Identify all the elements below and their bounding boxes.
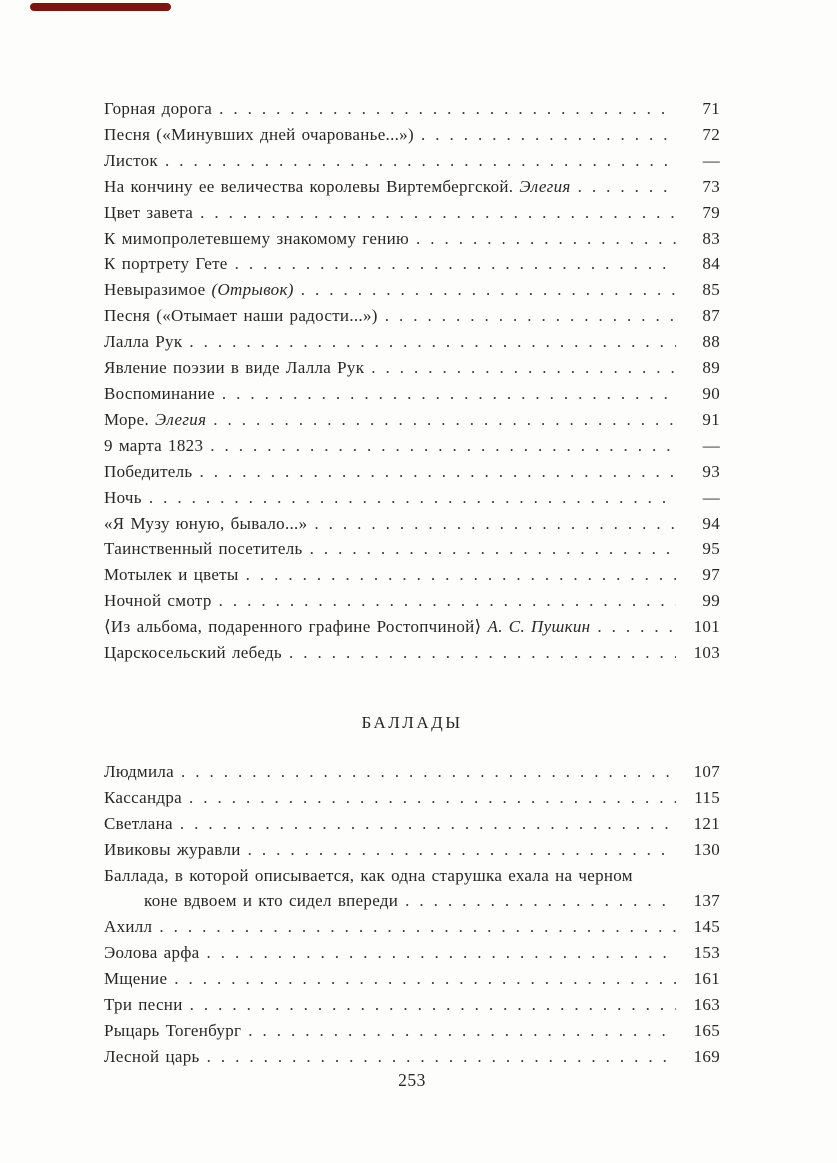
toc-entry-line bbox=[104, 226, 720, 252]
toc-entry-title bbox=[104, 174, 571, 200]
toc-entry-page: 89 bbox=[702, 358, 720, 378]
toc-entry-title bbox=[104, 966, 167, 992]
toc-entry-line-1 bbox=[104, 863, 720, 889]
dot-leader bbox=[416, 226, 676, 252]
toc-entry-page: 101 bbox=[693, 617, 720, 637]
toc-entry bbox=[104, 122, 720, 148]
toc-entry bbox=[104, 459, 720, 485]
toc-title-segment: 9 марта 1823 bbox=[104, 435, 204, 455]
toc-entry bbox=[104, 381, 720, 407]
dot-leader bbox=[213, 407, 676, 433]
toc-entry-line bbox=[104, 459, 720, 485]
toc-entry bbox=[104, 303, 720, 329]
toc-entry-line bbox=[104, 614, 720, 640]
dot-leader bbox=[405, 888, 676, 914]
toc-entry bbox=[104, 200, 720, 226]
toc-entry-line bbox=[104, 433, 720, 459]
toc-entry-page: — bbox=[702, 435, 720, 455]
toc-entry-title bbox=[104, 381, 215, 407]
toc-entry-line bbox=[104, 485, 720, 511]
toc-entry-page: 103 bbox=[693, 643, 720, 663]
toc-entry-page: 169 bbox=[693, 1046, 720, 1066]
toc-title-italic-segment: (Отрывок) bbox=[211, 280, 294, 300]
toc-entry-line bbox=[104, 329, 720, 355]
toc-entry-line bbox=[104, 407, 720, 433]
toc-entry-line bbox=[104, 96, 720, 122]
toc-entry-line bbox=[104, 914, 720, 940]
toc-entry-title bbox=[104, 511, 307, 537]
dot-leader bbox=[207, 1044, 676, 1070]
dot-leader bbox=[385, 303, 676, 329]
toc-title-italic-segment: А. С. Пушкин bbox=[487, 617, 591, 637]
toc-entry-title-continued: коне вдвоем и кто сидел впереди bbox=[144, 891, 399, 911]
toc-entry bbox=[104, 407, 720, 433]
toc-entry-line-2 bbox=[104, 888, 720, 914]
toc-entry bbox=[104, 1018, 720, 1044]
toc-title-segment: Ахилл bbox=[104, 917, 153, 937]
toc-entry bbox=[104, 940, 720, 966]
toc-entry bbox=[104, 511, 720, 537]
toc-entry-line bbox=[104, 303, 720, 329]
dot-leader bbox=[159, 914, 676, 940]
toc-entry-line bbox=[104, 811, 720, 837]
dot-leader bbox=[597, 614, 676, 640]
toc-title-segment: Мщение bbox=[104, 969, 168, 989]
dot-leader bbox=[248, 837, 676, 863]
toc-entry-title bbox=[104, 96, 212, 122]
toc-title-italic-segment: Элегия bbox=[155, 409, 207, 429]
toc-entry-page: 97 bbox=[702, 565, 720, 585]
toc-title-segment: К мимопролетевшему знакомому гению bbox=[104, 228, 410, 248]
dot-leader bbox=[189, 785, 676, 811]
toc-entry-title bbox=[104, 940, 200, 966]
toc-entry-page: 72 bbox=[702, 124, 720, 144]
toc-entry-title bbox=[104, 459, 192, 485]
toc-entry-page: 145 bbox=[693, 917, 720, 937]
toc-entry-line bbox=[104, 837, 720, 863]
toc-entry-line bbox=[104, 200, 720, 226]
dot-leader bbox=[190, 992, 676, 1018]
toc-entry-page: 85 bbox=[702, 280, 720, 300]
toc-entry-title bbox=[104, 122, 414, 148]
dot-leader bbox=[165, 148, 676, 174]
toc-title-segment: Победитель bbox=[104, 461, 193, 481]
toc-entry-line bbox=[104, 992, 720, 1018]
toc-title-segment: Ночь bbox=[104, 487, 142, 507]
toc-entry bbox=[104, 148, 720, 174]
toc-title-segment: Таинственный посетитель bbox=[104, 539, 303, 559]
page-number: 253 bbox=[398, 1070, 426, 1090]
dot-leader bbox=[181, 759, 676, 785]
toc-entry-line bbox=[104, 1044, 720, 1070]
toc-entry-title bbox=[104, 1018, 241, 1044]
toc-title-segment: К портрету Гете bbox=[104, 254, 228, 274]
toc-entry-page: 93 bbox=[702, 461, 720, 481]
dot-leader bbox=[189, 329, 676, 355]
section-heading: БАЛЛАДЫ bbox=[361, 712, 463, 732]
toc-entry bbox=[104, 562, 720, 588]
toc-entry-line bbox=[104, 785, 720, 811]
toc-entry-title bbox=[104, 277, 294, 303]
dot-leader bbox=[578, 174, 676, 200]
toc-entry-title bbox=[104, 811, 173, 837]
toc-title-segment: Светлана bbox=[104, 813, 173, 833]
toc-entry-line bbox=[104, 381, 720, 407]
toc-entry-page: 115 bbox=[694, 787, 720, 807]
toc-title-segment: Невыразимое bbox=[104, 280, 212, 300]
toc-title-segment: Море. bbox=[104, 409, 156, 429]
toc-entry bbox=[104, 811, 720, 837]
toc-entry bbox=[104, 785, 720, 811]
toc-entry-title bbox=[104, 614, 590, 640]
toc-entry bbox=[104, 433, 720, 459]
toc-entry-title bbox=[104, 251, 228, 277]
toc-title-segment: Людмила bbox=[104, 761, 175, 781]
toc-entry-page: — bbox=[702, 150, 720, 170]
toc-entry-page: 161 bbox=[693, 969, 720, 989]
toc-title-segment: ⟨Из альбома, подаренного графине Ростопчиной⟩ bbox=[104, 617, 488, 637]
toc-entry-title bbox=[104, 1044, 200, 1070]
toc-title-segment: На кончину ее величества королевы Виртембергской. bbox=[104, 176, 520, 196]
dot-leader bbox=[200, 200, 676, 226]
toc-title-segment: Мотылек и цветы bbox=[104, 565, 239, 585]
toc-entry-page: 79 bbox=[702, 202, 720, 222]
toc-entry-title bbox=[104, 992, 183, 1018]
toc-entry-line bbox=[104, 277, 720, 303]
toc-entry-title bbox=[104, 148, 158, 174]
toc-title-segment: Песня («Минувших дней очарованье...») bbox=[104, 124, 414, 144]
toc-entry bbox=[104, 614, 720, 640]
toc-title-segment: Эолова арфа bbox=[104, 943, 200, 963]
toc-entry-page: 73 bbox=[702, 176, 720, 196]
toc-entry-page: 121 bbox=[693, 813, 720, 833]
toc-entry bbox=[104, 174, 720, 200]
toc-entry-page: 99 bbox=[702, 591, 720, 611]
toc-entry-line bbox=[104, 966, 720, 992]
toc-entry bbox=[104, 992, 720, 1018]
toc-entry-page: 153 bbox=[693, 943, 720, 963]
toc-title-segment: Лесной царь bbox=[104, 1046, 200, 1066]
toc-title-segment: Кассандра bbox=[104, 787, 182, 807]
toc-entry-page: 71 bbox=[702, 99, 720, 118]
dot-leader bbox=[314, 511, 676, 537]
toc-entry-title bbox=[104, 200, 193, 226]
dot-leader bbox=[219, 96, 676, 122]
toc-entry-line bbox=[104, 759, 720, 785]
toc-entry-title bbox=[104, 536, 303, 562]
toc-entry bbox=[104, 1044, 720, 1070]
toc-title-segment: Ивиковы журавли bbox=[104, 839, 241, 859]
toc-entry-page: 91 bbox=[702, 409, 720, 429]
toc-entry bbox=[104, 837, 720, 863]
toc-entry-title bbox=[104, 640, 282, 666]
toc-entry-title bbox=[104, 355, 364, 381]
toc-title-segment: Три песни bbox=[104, 995, 183, 1015]
toc-title-segment: Царскосельский лебедь bbox=[104, 643, 282, 663]
toc-entry-page: 88 bbox=[702, 332, 720, 352]
dot-leader bbox=[219, 588, 676, 614]
toc-entry-page: 95 bbox=[702, 539, 720, 559]
toc-entry bbox=[104, 355, 720, 381]
toc-title-segment: Рыцарь Тогенбург bbox=[104, 1021, 242, 1040]
toc-entry-page: 84 bbox=[702, 254, 720, 274]
dot-leader bbox=[248, 1018, 676, 1044]
dot-leader bbox=[149, 485, 676, 511]
toc-title-segment: «Я Музу юную, бывало...» bbox=[104, 513, 308, 533]
dot-leader bbox=[235, 251, 676, 277]
dot-leader bbox=[371, 355, 676, 381]
toc-entry bbox=[104, 536, 720, 562]
toc-entry-line bbox=[104, 174, 720, 200]
toc-entry-title bbox=[104, 785, 182, 811]
toc-entry-title bbox=[104, 407, 206, 433]
dot-leader bbox=[289, 640, 676, 666]
toc-title-segment: Горная дорога bbox=[104, 99, 213, 118]
toc-title-segment: Песня («Отымает наши радости...») bbox=[104, 306, 378, 326]
toc-title-segment: Листок bbox=[104, 150, 158, 170]
toc-entry-title bbox=[104, 588, 212, 614]
toc-entry-title bbox=[104, 303, 378, 329]
toc-entry-title bbox=[104, 226, 409, 252]
toc-entry bbox=[104, 96, 720, 122]
toc-entry bbox=[104, 251, 720, 277]
toc-title-segment: Ночной смотр bbox=[104, 591, 212, 611]
toc-title-segment: Воспоминание bbox=[104, 383, 215, 403]
toc-entry-line bbox=[104, 148, 720, 174]
toc-title-segment: Лалла Рук bbox=[104, 332, 183, 352]
toc-entry bbox=[104, 759, 720, 785]
dot-leader bbox=[180, 811, 676, 837]
dot-leader bbox=[246, 562, 676, 588]
dot-leader bbox=[199, 459, 676, 485]
toc-entry-line bbox=[104, 640, 720, 666]
toc-entry-page: 87 bbox=[702, 306, 720, 326]
toc-entry-title bbox=[104, 863, 633, 889]
toc-entry-line bbox=[104, 355, 720, 381]
toc-entry-title bbox=[104, 837, 241, 863]
toc-entry-page: 90 bbox=[702, 383, 720, 403]
toc-entry-line bbox=[104, 940, 720, 966]
toc-entry bbox=[104, 277, 720, 303]
toc-title-segment: Баллада, в которой описывается, как одна старушка ехала на черном bbox=[104, 865, 633, 885]
toc-entry-title bbox=[104, 562, 239, 588]
toc-entry bbox=[104, 914, 720, 940]
dot-leader bbox=[207, 940, 677, 966]
toc-entry bbox=[104, 226, 720, 252]
toc-entry-page: 163 bbox=[693, 995, 720, 1015]
toc-title-segment: Явление поэзии в виде Лалла Рук bbox=[104, 358, 365, 378]
toc-entry-line bbox=[104, 1018, 720, 1044]
dot-leader bbox=[310, 536, 676, 562]
toc-entry bbox=[104, 966, 720, 992]
toc-title-italic-segment: Элегия bbox=[519, 176, 571, 196]
toc-entry-page: 94 bbox=[702, 513, 720, 533]
toc-entry-page: 137 bbox=[693, 891, 720, 911]
toc-entry-line bbox=[104, 562, 720, 588]
toc-entry-page: — bbox=[702, 487, 720, 507]
dot-leader bbox=[421, 122, 676, 148]
toc-entry-title bbox=[104, 433, 203, 459]
table-of-contents bbox=[104, 96, 720, 1070]
toc-entry-title bbox=[104, 914, 152, 940]
dot-leader bbox=[301, 277, 676, 303]
toc-entry-page: 107 bbox=[693, 761, 720, 781]
dot-leader bbox=[210, 433, 676, 459]
toc-entry bbox=[104, 640, 720, 666]
toc-entry-page: 83 bbox=[702, 228, 720, 248]
toc-entry bbox=[104, 485, 720, 511]
toc-entry-line bbox=[104, 588, 720, 614]
toc-entry-title bbox=[104, 329, 182, 355]
toc-title-segment: Цвет завета bbox=[104, 202, 194, 222]
toc-entry-page: 165 bbox=[693, 1021, 720, 1040]
toc-entry-title bbox=[104, 759, 174, 785]
toc-entry bbox=[104, 329, 720, 355]
toc-entry bbox=[104, 588, 720, 614]
toc-entry-line bbox=[104, 536, 720, 562]
toc-entry-line bbox=[104, 251, 720, 277]
dot-leader bbox=[222, 381, 676, 407]
toc-entry-line bbox=[104, 122, 720, 148]
red-ink-mark bbox=[30, 3, 171, 11]
toc-entry-line bbox=[104, 511, 720, 537]
toc-entry-page: 130 bbox=[693, 839, 720, 859]
toc-entry bbox=[104, 863, 720, 915]
dot-leader bbox=[174, 966, 676, 992]
toc-entry-title bbox=[104, 485, 142, 511]
